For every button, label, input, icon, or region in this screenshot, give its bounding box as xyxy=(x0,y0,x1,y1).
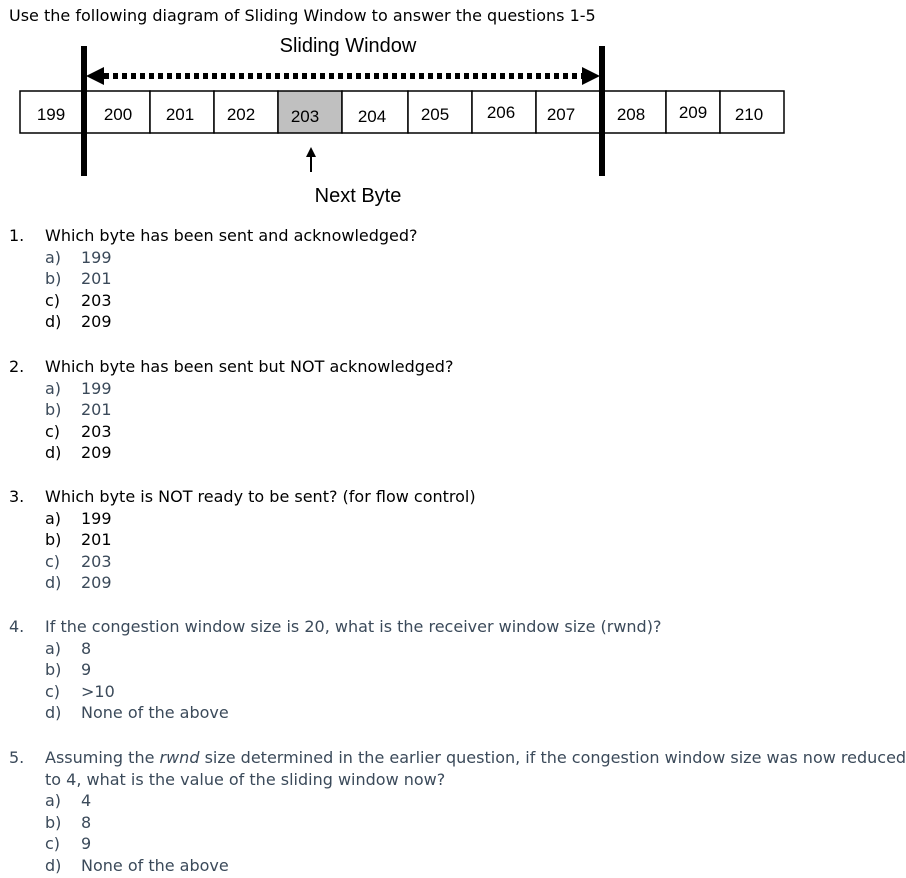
option-text: 209 xyxy=(81,573,112,593)
next-byte-label: Next Byte xyxy=(314,185,402,207)
byte-label-202: 202 xyxy=(226,105,256,124)
option-text: 201 xyxy=(81,530,112,550)
options-list xyxy=(9,247,418,333)
option-letter: d) xyxy=(45,443,62,463)
option-b xyxy=(45,659,661,681)
option-a xyxy=(45,378,453,400)
option-letter: a) xyxy=(45,508,62,528)
option-d xyxy=(45,311,418,333)
question-text: Which byte has been sent and acknowledged? xyxy=(45,226,418,245)
option-letter: b) xyxy=(45,400,62,420)
option-letter: a) xyxy=(45,638,62,658)
option-b xyxy=(45,268,418,290)
option-b xyxy=(45,529,476,551)
option-letter: d) xyxy=(45,703,62,723)
option-text: 201 xyxy=(81,400,112,420)
byte-label-203: 203 xyxy=(290,107,320,126)
option-text: None of the above xyxy=(81,855,229,875)
option-letter: d) xyxy=(45,855,62,875)
option-c xyxy=(45,681,661,703)
option-text: 209 xyxy=(81,443,112,463)
question-4 xyxy=(9,616,661,724)
option-text: 199 xyxy=(81,378,112,398)
options-list xyxy=(9,790,906,876)
option-letter: c) xyxy=(45,681,61,701)
option-letter: c) xyxy=(45,834,61,854)
question-text: Which byte is NOT ready to be sent? (for flow control) xyxy=(45,487,476,506)
option-a xyxy=(45,247,418,269)
option-letter: a) xyxy=(45,378,62,398)
byte-label-200: 200 xyxy=(103,105,133,124)
option-text: 201 xyxy=(81,269,112,289)
option-d xyxy=(45,442,453,464)
option-text: 8 xyxy=(81,638,92,658)
question-text-line-2: to 4, what is the value of the sliding window now? xyxy=(45,769,446,789)
option-text: 199 xyxy=(81,508,112,528)
question-text-emphasis: rwnd xyxy=(159,748,200,767)
option-c xyxy=(45,551,476,573)
question-5 xyxy=(9,747,906,877)
byte-label-204: 204 xyxy=(357,107,387,126)
byte-label-207: 207 xyxy=(546,105,576,124)
byte-cells xyxy=(20,91,784,133)
option-letter: b) xyxy=(45,530,62,550)
sliding-window-diagram xyxy=(0,0,906,220)
option-letter: c) xyxy=(45,290,61,310)
question-3 xyxy=(9,486,476,594)
option-a xyxy=(45,638,661,660)
option-c xyxy=(45,833,906,855)
question-number: 2. xyxy=(9,357,25,376)
options-list xyxy=(9,378,453,464)
byte-label-210: 210 xyxy=(734,105,764,124)
byte-label-209: 209 xyxy=(678,103,708,122)
byte-label-208: 208 xyxy=(616,105,646,124)
option-text: 9 xyxy=(81,834,92,854)
option-text: None of the above xyxy=(81,703,229,723)
option-a xyxy=(45,790,906,812)
options-list xyxy=(9,508,476,594)
question-text xyxy=(45,747,906,769)
question-number: 1. xyxy=(9,226,25,245)
option-letter: a) xyxy=(45,247,62,267)
option-letter: c) xyxy=(45,551,61,571)
option-letter: c) xyxy=(45,421,61,441)
window-right-boundary xyxy=(599,46,605,176)
option-d xyxy=(45,702,661,724)
option-b xyxy=(45,812,906,834)
option-d xyxy=(45,855,906,877)
question-text: Which byte has been sent but NOT acknowledged? xyxy=(45,357,454,376)
option-text: >10 xyxy=(81,681,115,701)
byte-label-205: 205 xyxy=(420,105,450,124)
option-a xyxy=(45,508,476,530)
window-left-boundary xyxy=(81,46,87,176)
option-d xyxy=(45,572,476,594)
option-letter: b) xyxy=(45,812,62,832)
option-text: 203 xyxy=(81,421,112,441)
option-b xyxy=(45,399,453,421)
question-text: If the congestion window size is 20, what is the receiver window size (rwnd)? xyxy=(45,617,662,636)
arrowhead-left-icon xyxy=(86,67,104,85)
option-text: 209 xyxy=(81,312,112,332)
option-text: 4 xyxy=(81,791,92,811)
question-text-part: size determined in the earlier question, if the congestion window size was now reduced xyxy=(199,748,906,767)
option-text: 203 xyxy=(81,551,112,571)
option-letter: a) xyxy=(45,791,62,811)
options-list xyxy=(9,638,661,724)
up-arrow-icon xyxy=(306,147,316,157)
option-letter: b) xyxy=(45,660,62,680)
option-text: 8 xyxy=(81,812,92,832)
option-c xyxy=(45,421,453,443)
question-1 xyxy=(9,225,418,333)
option-text: 203 xyxy=(81,290,112,310)
arrowhead-right-icon xyxy=(582,67,600,85)
diagram-title: Sliding Window xyxy=(279,35,417,57)
byte-label-199: 199 xyxy=(36,105,66,124)
question-text-part: Assuming the xyxy=(45,748,160,767)
question-2 xyxy=(9,356,453,464)
option-letter: d) xyxy=(45,312,62,332)
option-text: 199 xyxy=(81,247,112,267)
question-number: 5. xyxy=(9,748,25,767)
byte-label-201: 201 xyxy=(165,105,195,124)
option-letter: b) xyxy=(45,269,62,289)
question-number: 3. xyxy=(9,487,25,506)
byte-label-206: 206 xyxy=(486,103,516,122)
instructions-text: Use the following diagram of Sliding Window to answer the questions 1-5 xyxy=(9,6,596,25)
option-text: 9 xyxy=(81,660,92,680)
question-number: 4. xyxy=(9,617,25,636)
option-letter: d) xyxy=(45,573,62,593)
option-c xyxy=(45,290,418,312)
